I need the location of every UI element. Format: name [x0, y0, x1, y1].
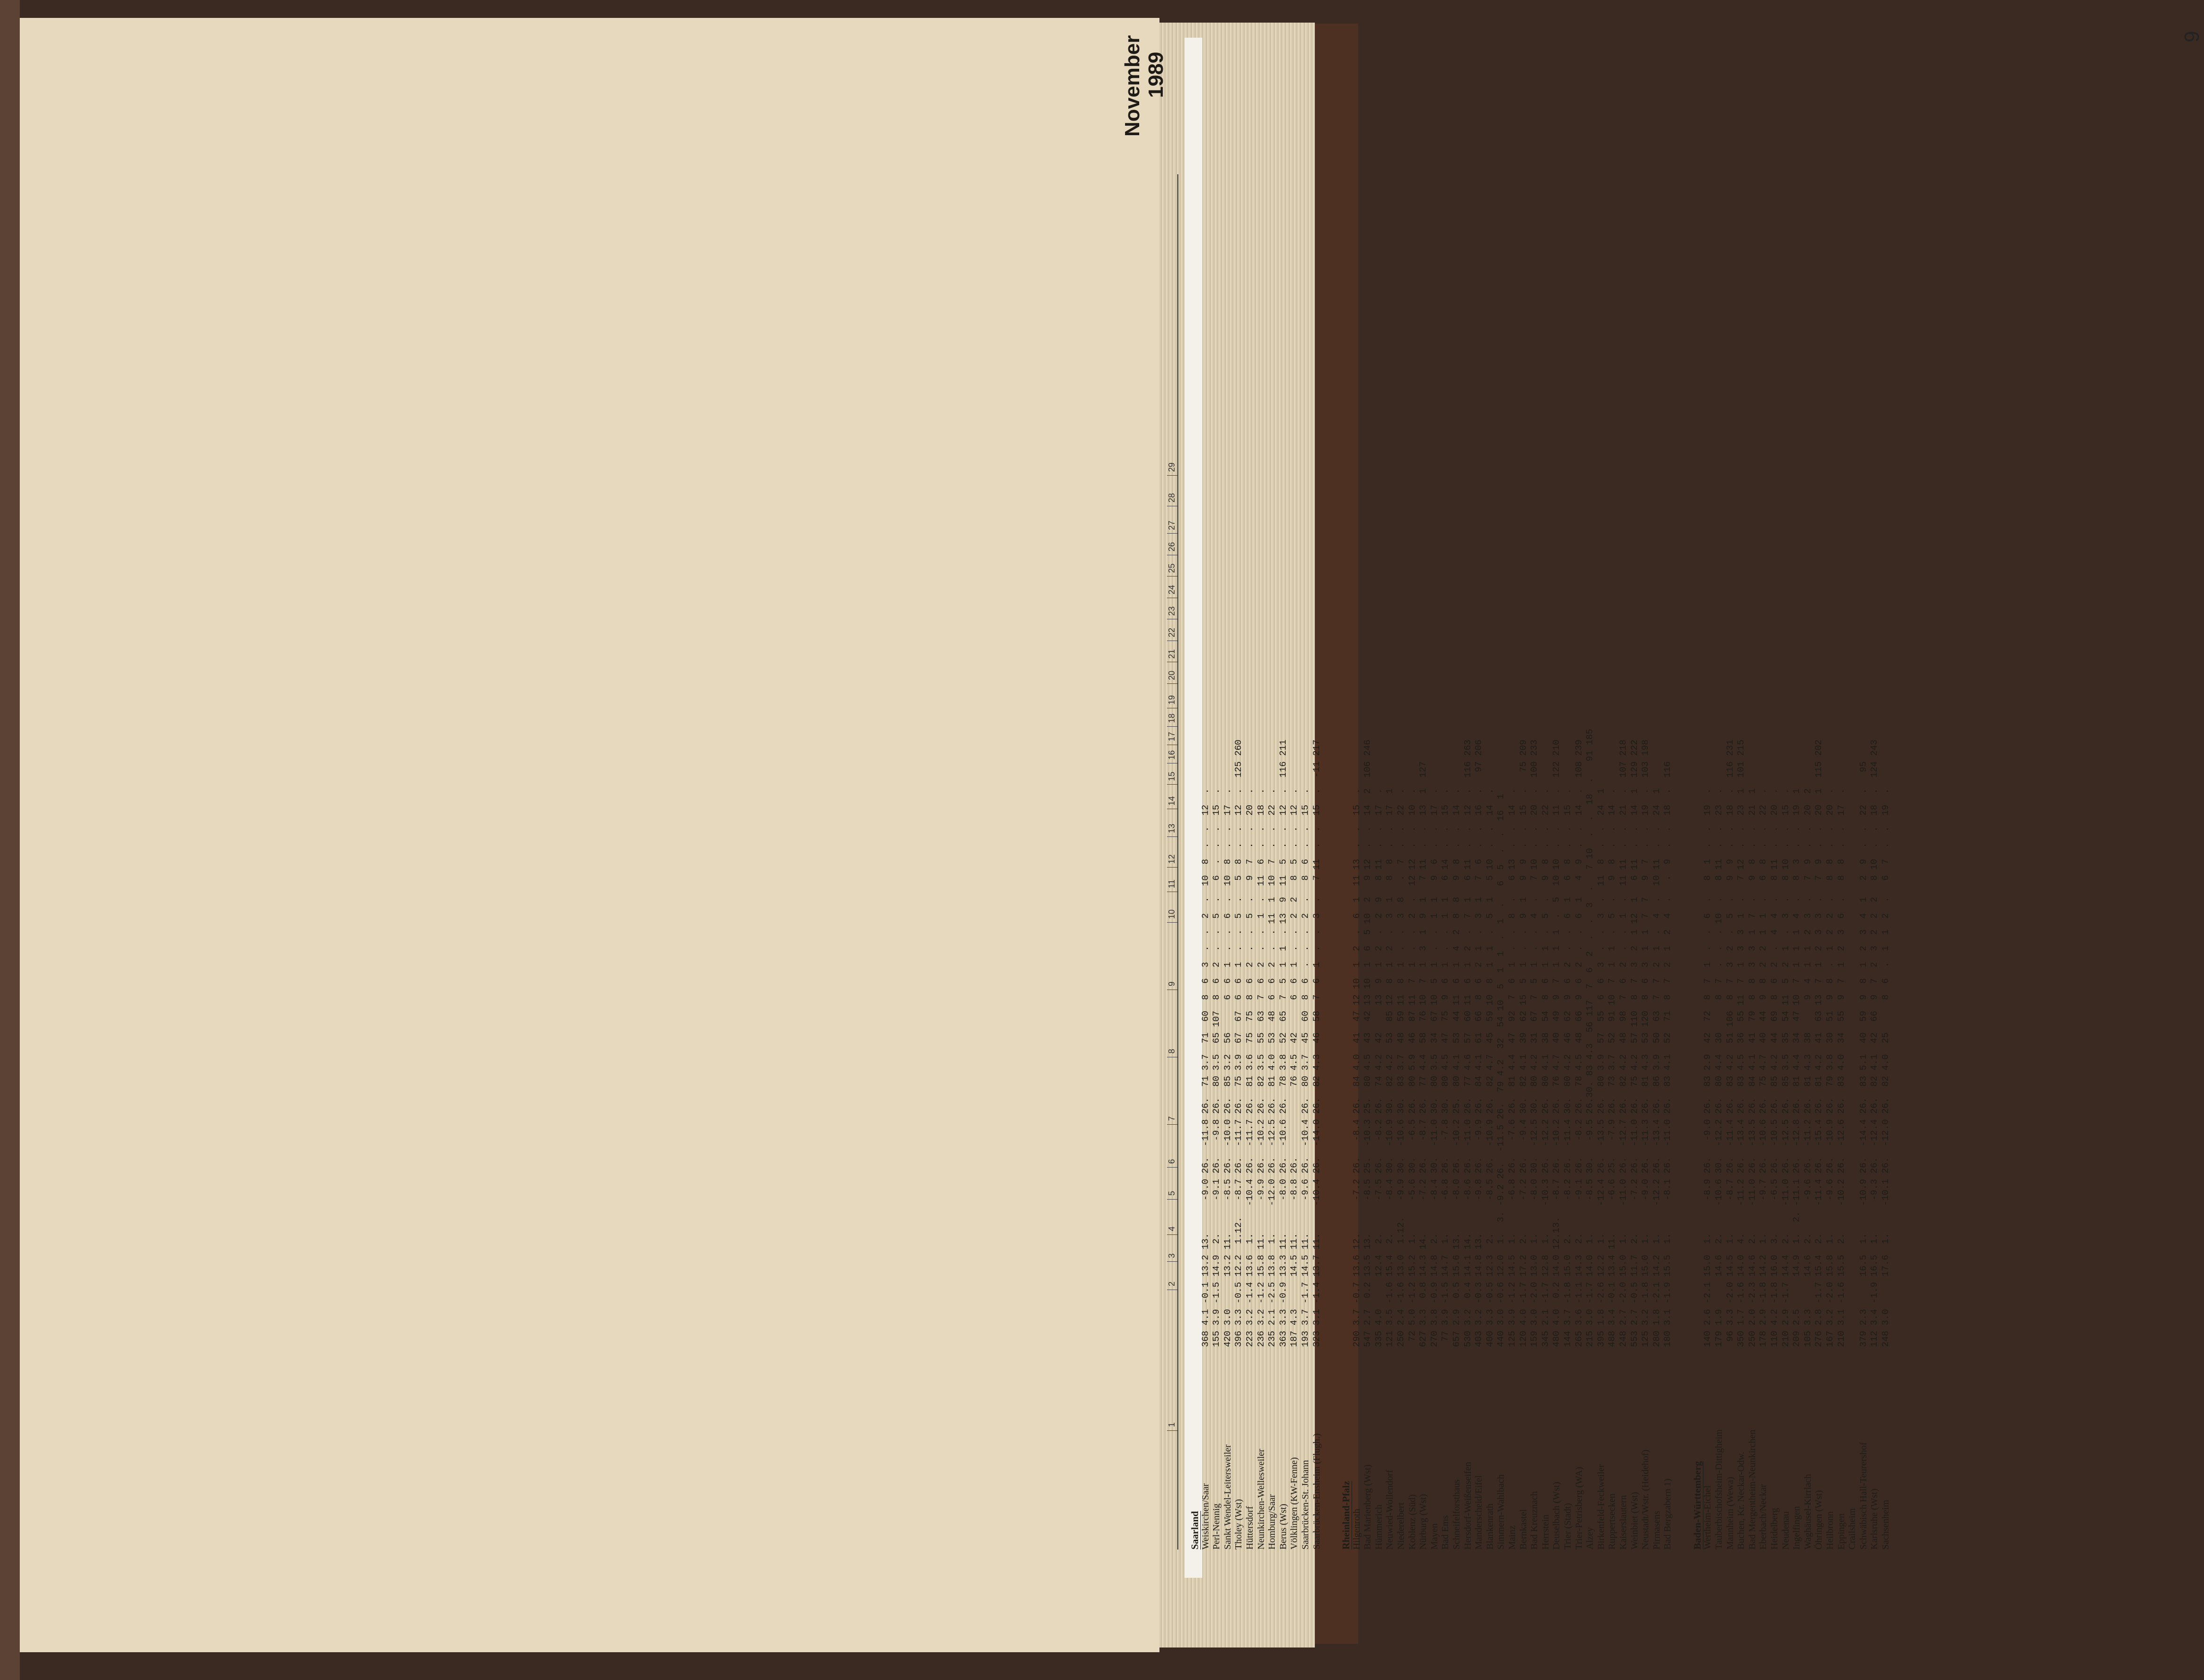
station-values: 236 3.2 -1.2 15.8 11. -9.9 26. -10.2 26. 82 3.5 55 63 7 6 2 . . 1 . 11 6 . . 18 . [1256, 750, 1266, 1347]
table-row [1278, 174, 1288, 1550]
station-name: Nürburg (Wst) [1418, 1494, 1429, 1550]
station-name: Heidelberg [1769, 1508, 1780, 1550]
station-name: Weinbiet (Wst) [1629, 1492, 1640, 1550]
station-values: 209 2.5 14.9 1. 2. -11.1 26. -12.8 26. 81 4.4 34 47 10 7 1 1 1 4 . 8 3 . . 19 1 [1791, 750, 1802, 1347]
station-name: Mainz [1507, 1525, 1517, 1550]
column-header: 14 [1167, 796, 1176, 806]
rotated-table-content [1121, 31, 2204, 1550]
table-row [1223, 174, 1233, 1550]
station-values: 105 3.3 14.6 2. -9.6 26. -11.2 26. 81 4.3 38 9 4 1 1 2 3 . 7 9 . . 20 2 [1802, 750, 1813, 1347]
station-values: 210 3.1 -1.6 15.5 2. -10.2 26. -12.6 26. 83 4.0 34 55 9 7 1 2 3 6 . 8 8 . . 17 . [1836, 750, 1847, 1347]
table-row [1858, 174, 1869, 1550]
column-header: 5 [1167, 1191, 1176, 1196]
column-header: 11 [1167, 879, 1176, 888]
column-separator [1167, 683, 1177, 684]
table-row [1847, 174, 1857, 1550]
column-header: 4 [1167, 1226, 1176, 1231]
table-row [1451, 174, 1462, 1550]
table-row [1825, 174, 1835, 1550]
station-values: 323 3.1 -1.4 13.7 11. -10.4 26. -14.0 26. 82 4.3 46 58 7 6 1 . . 3 . 7 11 . . 15 . -11 217 [1311, 739, 1322, 1347]
table-row [1574, 174, 1584, 1550]
table-row [1463, 174, 1473, 1550]
station-name: Eberbach/Neckar [1758, 1484, 1769, 1550]
station-values: 140 2.6 -2.1 15.0 1. -8.9 26. -9.0 26. 83 2.9 42 72 8 7 1 . . 6 . 8 1 . . 19 . [1702, 750, 1713, 1347]
column-separator [1167, 662, 1177, 663]
station-values: 110 4.2 -1.8 16.0 3. -6.5 26. -10.5 26. 85 4.2 44 69 8 6 2 . 4 4 . 8 11 . . 20 . [1769, 750, 1780, 1347]
station-values: 553 2.7 -0.5 11.7 2. -7.2 26. -11.0 26. 75 4.2 57 110 8 7 3 2 1 12 1 6 11 . . 14 1 129 222 [1629, 739, 1640, 1347]
table-row [1803, 174, 1813, 1550]
station-name: Mannheim (Wewa) [1725, 1477, 1735, 1550]
column-separator [1167, 1430, 1177, 1431]
station-values: 420 3.0 13.2 11. -8.5 26. -10.0 26. 85 3.2 56 6 6 1 . . 6 . 10 8 . . 17 . [1222, 750, 1233, 1347]
station-values: 290 3.7 -0.7 13.6 12. -7.2 26. -8.4 26. 84 4.0 41 47 12 10 1 2 . 6 1 11 13 . . 15 . [1351, 750, 1362, 1347]
column-separator [1167, 836, 1177, 837]
region-name: Saarland [1189, 1511, 1200, 1550]
table-row [1474, 174, 1484, 1550]
column-separator [1167, 1167, 1177, 1168]
column-separator [1167, 1199, 1177, 1200]
station-name: Berus (Wst) [1278, 1503, 1288, 1550]
station-name: Birkenfeld-Feckweiler [1596, 1464, 1606, 1550]
station-values: 248 2.7 -2.0 15.0 1. -11.0 26. -12.7 26. 82 4.2 48 98 7 6 2 . . 1 . 11 11 . . 21 . 107 218 [1618, 739, 1629, 1347]
station-values: 167 3.2 -2.0 15.8 1. -9.6 26. -10.9 26. 79 3.8 30 51 9 8 . 1 2 2 . 8 8 . . 20 . [1824, 750, 1835, 1347]
station-values: 395 1.8 -2.6 12.2 1. -12.4 26. -13.5 26. 80 3.9 57 55 6 6 3 . . 3 . 11 8 . . 24 1 [1596, 750, 1606, 1347]
book-page [20, 18, 1159, 1652]
station-values: 250 2.4 -1.6 13.0 1.12. -9.9 30. -10.6 30. 83 3.7 48 59 11 8 1 . . 3 8 . 7 . . 22 . [1395, 750, 1406, 1347]
table-row [1585, 174, 1595, 1550]
station-name: Bad Bergzabern 1) [1662, 1478, 1673, 1550]
station-name: Völklingen (KW-Fenne) [1289, 1457, 1300, 1550]
station-name: Ruppertsecken [1607, 1493, 1618, 1550]
station-name: Bernkastel [1518, 1509, 1529, 1550]
column-header: 27 [1167, 520, 1176, 530]
station-name: Heilbronn [1824, 1511, 1835, 1550]
region-heading [1692, 174, 1702, 1550]
column-header: 15 [1167, 771, 1176, 781]
station-values: 488 3.4 -0.1 13.4 11. -6.6 25. -7.9 26. 73 3.7 52 91 10 7 1 1 . 5 . 9 8 . . 14 . [1607, 750, 1618, 1347]
table-row [1289, 174, 1299, 1550]
region-heading [1189, 174, 1199, 1550]
column-header: 16 [1167, 750, 1176, 760]
table-row [1312, 174, 1322, 1550]
table-row [1781, 174, 1791, 1550]
table-row [1256, 174, 1266, 1550]
table-row [1836, 174, 1847, 1550]
table-row [1640, 174, 1651, 1550]
station-values: 276 2.8 -1.7 15.4 2. -11.4 26. -15.4 26. 81 4.2 41 63 13 7 1 2 3 3 . 7 9 . . 20 1 115 202 [1814, 739, 1824, 1347]
table-row [1869, 174, 1880, 1550]
station-name: Crailsheim [1847, 1508, 1858, 1550]
table-row [1725, 174, 1735, 1550]
table-row [1540, 174, 1551, 1550]
table-row [1496, 174, 1506, 1550]
station-values: 178 2.9 -1.8 14.2 1. -9.7 26. -10.6 26. 75 4.7 40 44 9 8 2 2 1 1 . 6 8 . . 22 . [1758, 750, 1769, 1347]
station-values: 120 4.0 -1.7 17.2 2. -7.2 26. -9.4 30. 82 4.1 39 62 15 5 1 . . 9 1 9 9 . . 15 . 75 209 [1518, 739, 1529, 1347]
station-name: Simmern-Wahlbach [1496, 1474, 1507, 1550]
column-separator [1167, 1234, 1177, 1235]
station-name: Hümmerich [1373, 1504, 1384, 1550]
station-name: Blankenrath [1484, 1503, 1495, 1550]
station-name: Mayen [1429, 1523, 1440, 1550]
station-name: Buchen, Kr. Neckar-Odw. [1736, 1452, 1747, 1550]
column-header: 6 [1167, 1159, 1176, 1164]
table-row [1702, 174, 1713, 1550]
table-row [1418, 174, 1428, 1550]
station-values: 280 1.8 -2.1 14.2 1. -12.2 26. -13.4 26. 86 3.9 50 63 7 7 2 1 . 4 . 10 11 . . 24 1 [1651, 750, 1662, 1347]
station-name: Hüttersdorf [1245, 1506, 1255, 1550]
column-separator [1167, 867, 1177, 868]
table-row [1245, 174, 1255, 1550]
station-name: Tauberbischofsheim-Dittigheim [1713, 1429, 1724, 1550]
table-row [1267, 174, 1277, 1550]
region-heading [1340, 174, 1351, 1550]
table-row [1596, 174, 1606, 1550]
station-values: 112 3.4 -1.9 16.5 1. -9.3 26. -12.4 26. 82 4.1 42 66 9 7 2 3 2 2 2 8 10 . . 18 . 124 243 [1869, 739, 1880, 1347]
column-header: 17 [1167, 731, 1176, 741]
station-name: Herrstein [1540, 1514, 1551, 1550]
page-number: 9 [2180, 31, 2204, 42]
table-row [1629, 174, 1640, 1550]
station-values: 187 4.3 14.5 11. -8.8 26. 76 4.5 42 6 6 1 . . 2 2 8 5 . . 12 . [1289, 750, 1300, 1347]
table-row [1200, 174, 1211, 1550]
station-values: 179 1.9 14.6 2. -10.6 30. -12.2 26. 80 4.4 30 8 7 . . . 10 . 8 11 . . 23 . [1713, 750, 1724, 1347]
region-name: Baden-Württemberg [1691, 1461, 1703, 1550]
station-name: Eppingen [1836, 1513, 1847, 1550]
table-row [1374, 174, 1384, 1550]
station-name: Sachsenheim [1880, 1500, 1891, 1550]
station-name: Waghäusel-Kirrlach [1802, 1474, 1813, 1550]
station-name: Koblenz (Süd) [1407, 1494, 1418, 1550]
station-name: Sankt Wendel-Leitersweiler [1222, 1445, 1233, 1550]
column-separator [1167, 922, 1177, 923]
region-name: Rheinland-Pfalz [1340, 1481, 1352, 1550]
table-row [1485, 174, 1495, 1550]
station-name: Hilgenroth [1351, 1509, 1362, 1550]
table-row [1662, 174, 1673, 1550]
station-values: 72 5.0 -1.2 15.2 1. -5.6 30. -6.5 26. 80 5.9 46 87 11 7 1 . . 2 . 12 12 . . 10 . [1407, 750, 1418, 1347]
table-row [1396, 174, 1406, 1550]
station-name: Bad Mergentheim-Neunkirchen [1747, 1429, 1758, 1550]
station-name: Ingelfingen [1791, 1506, 1802, 1550]
table-row [1362, 174, 1373, 1550]
table-row [1747, 174, 1758, 1550]
station-name: Karlsruhe (Wst) [1869, 1488, 1880, 1550]
column-header: 20 [1167, 670, 1176, 680]
column-separator [1167, 619, 1177, 620]
table-row [1407, 174, 1418, 1550]
station-values: 125 3.9 -1.2 14.5 1. -6.8 26. -7.6 26. 81 4.4 47 92 7 6 1 . . 8 . 6 13 . . 14 . [1507, 750, 1517, 1347]
station-values: 547 2.7 0.2 13.5 13. -8.5 25. -10.3 25. 80 4.5 43 42 13 10 1 6 5 10 2 9 12 . . 14 2 106 246 [1362, 739, 1373, 1347]
station-name: Deuselbach (Wst) [1551, 1482, 1562, 1550]
column-header: 19 [1167, 695, 1176, 705]
station-values: 248 3.0 17.6 1. -10.1 26. -12.0 26. 82 4.0 25 8 6 . 1 1 2 . 6 7 . . 19 . [1880, 750, 1891, 1347]
station-name: Schwäbisch Hall-Teurershof [1858, 1442, 1869, 1550]
station-values: 77 3.9 -1.5 14.7 1. -6.8 26. -7.8 30. 80 4.5 47 75 9 6 1 . . 1 1 6 14 . . 15 . [1440, 750, 1451, 1347]
station-values: 193 3.7 -1.7 14.5 11. -9.6 26. -10.4 26. 80 3.7 45 60 8 6 . . . 2 . 8 6 . . 15 . [1300, 750, 1311, 1347]
station-values: 235 2.1 -2.5 13.8 1. -12.0 26. -12.5 26. 81 4.0 53 48 6 6 2 . . 11 1 10 7 . . 22 . [1267, 750, 1278, 1347]
station-values: 363 3.3 -0.9 13.3 11. -8.0 26. -10.6 26. 78 3.8 52 65 7 5 1 1 . 13 9 11 5 . . 12 . 116 211 [1278, 739, 1288, 1347]
table-row [1769, 174, 1780, 1550]
table-row [1385, 174, 1395, 1550]
station-values: 215 3.0 -1.7 14.0 1. -8.5 30. -9.5 26.30. 83 4.3 56 117 7 6 2 . . 3 . 7 10 . . 18 . 91 185 [1585, 729, 1596, 1347]
column-header: 25 [1167, 563, 1176, 573]
table-row [1429, 174, 1440, 1550]
station-name: Neudenau [1780, 1511, 1791, 1550]
column-separator [1167, 809, 1177, 810]
table-row [1563, 174, 1573, 1550]
station-values: 345 2.1 -1.7 12.8 1. -10.3 26. -12.2 26. 80 4.1 38 54 8 6 1 1 . 5 . 9 8 . . 22 . [1540, 750, 1551, 1347]
table-row [1880, 174, 1891, 1550]
column-header: 26 [1167, 542, 1176, 552]
station-values: 180 3.1 -1.9 15.5 1. -8.1 26. -11.0 26. 83 4.1 52 71 8 7 2 1 2 4 . . 9 . . 18 . 116 [1662, 739, 1673, 1347]
station-name: Perl-Nennig [1211, 1503, 1222, 1550]
station-name: Neuwied-Wollendorf [1385, 1469, 1395, 1550]
station-values [1847, 772, 1857, 1347]
station-name: Saarbrücken-St. Johann [1300, 1460, 1311, 1550]
table-row [1518, 174, 1529, 1550]
table-row [1791, 174, 1802, 1550]
station-values: 96 3.3 -2.0 14.5 1. -8.7 26. -11.4 26. 83 4.2 51 106 8 7 3 2 . 5 . 9 9 . . 18 . 116 231 [1725, 739, 1735, 1347]
station-name: Homburg/Saar [1267, 1494, 1278, 1550]
column-separator [1167, 475, 1177, 476]
column-header: 28 [1167, 493, 1176, 503]
station-values: 368 4.1 -0.1 13.2 13. -9.0 26. -11.8 26. 71 3.7 71 60 8 6 3 . . 2 . 10 8 . . 12 . [1200, 750, 1211, 1347]
column-header: 3 [1167, 1253, 1176, 1258]
station-values: 144 3.7 -1.8 15.0 2. -8.2 26. -11.4 30. 80 4.2 46 62 9 6 2 . . 6 1 6 8 . . 15 . [1562, 750, 1573, 1347]
table-row [1652, 174, 1662, 1550]
table-row [1529, 174, 1540, 1550]
station-values: 657 2.9 0.5 15.6 13. -8.0 26. -10.2 25. 80 4.1 53 44 11 6 1 4 2 8 8 9 8 . . 14 . [1451, 750, 1462, 1347]
column-header: 10 [1167, 909, 1176, 919]
station-values: 223 3.2 -1.4 13.6 1. -10.4 26. -11.7 26. 81 3.6 75 75 8 6 2 . . 5 . 9 7 . . 20 . [1245, 750, 1255, 1347]
table-row [1618, 174, 1629, 1550]
station-name: Schneifelforsthaus [1451, 1479, 1462, 1550]
station-values: 379 2.3 16.5 1. -10.9 26. -14.4 26. 83 5.1 40 59 9 8 1 2 3 4 1 2 9 . . 22 . 95 [1858, 739, 1869, 1347]
book-binding [0, 0, 20, 1680]
station-values: 125 3.2 -1.8 15.0 1. -9.0 26. -11.3 26. 81 4.3 53 120 8 6 3 1 1 7 7 9 7 . . 19 . 103 198 [1640, 739, 1651, 1347]
column-header: 18 [1167, 713, 1176, 723]
station-name: Niederelbert [1395, 1502, 1406, 1550]
table-row [1758, 174, 1768, 1550]
station-name: Saarbrücken-Ensheim (Flugh.) [1311, 1433, 1322, 1550]
column-header: 23 [1167, 606, 1176, 616]
column-header: 1 [1167, 1422, 1176, 1427]
station-name: Bad Kreuznach [1529, 1491, 1540, 1550]
station-name: Alzey [1585, 1527, 1596, 1550]
station-name: Bad Ems [1440, 1515, 1451, 1550]
page-title: November 1989 [1121, 35, 1167, 137]
station-values: 403 3.2 -0.3 14.8 13. -9.8 26. -9.9 26. 84 4.1 61 66 8 6 2 1 . 3 1 7 6 . . 16 . 97 206 [1474, 739, 1484, 1347]
station-name: Pirmasens [1651, 1510, 1662, 1550]
station-values: 250 2.0 -2.3 14.6 2. -11.0 26. -13.5 26. 84 4.1 41 79 8 8 3 3 1 7 . 9 8 . . 21 1 [1747, 750, 1758, 1347]
station-name: Trier-Petrisberg (WA) [1573, 1467, 1584, 1550]
station-values: 210 2.9 -1.7 14.4 2. -11.0 26. -12.5 26. 85 3.5 35 54 11 5 2 1 . 3 . 8 10 . . 15 . [1780, 750, 1791, 1347]
station-values: 627 3.3 0.8 14.3 14. -7.2 26. -8.7 26. 77 4.4 58 76 10 7 1 3 1 9 1 7 11 . . 13 1 127 [1418, 739, 1429, 1347]
table-row [1551, 174, 1562, 1550]
table-row [1736, 174, 1746, 1550]
column-header: 9 [1167, 981, 1176, 986]
station-values: 440 3.0 -0.6 12.0 1. 3. -9.2 26. -11.5 26. 79 4.2 32 54 10 5 1 1 . 1 . 6 5 . . 16 1 [1496, 755, 1507, 1347]
column-header: 8 [1167, 1048, 1176, 1054]
station-name: Bad Marienberg (Wst) [1362, 1464, 1373, 1550]
table-row [1440, 174, 1450, 1550]
station-name: Öhringen (Wst) [1814, 1490, 1824, 1550]
station-values: 350 1.7 -1.6 14.0 4. -11.2 26. -13.4 26. 83 4.5 36 55 11 7 1 3 3 1 . 7 12 . . 23 1 101 215 [1736, 739, 1747, 1347]
station-name: Weiskirchen/Saar [1200, 1483, 1211, 1550]
table-row [1233, 174, 1244, 1550]
column-separator [1167, 1261, 1177, 1262]
column-header-row [1167, 174, 1178, 1550]
station-values: 270 3.8 -0.9 14.8 2. -8.4 30. -11.0 30. 80 3.5 34 67 10 5 1 . . 1 1 9 6 . . 17 . [1429, 750, 1440, 1347]
station-name: Neustadt/Wstr. (Heidehof) [1640, 1449, 1651, 1550]
table-row [1714, 174, 1724, 1550]
station-name: Hersdorf-Weißenseifen [1462, 1461, 1473, 1550]
table-row [1507, 174, 1517, 1550]
station-values: 121 3.5 -1.6 15.4 2. -8.4 30. -10.9 30. 82 4.2 53 85 12 8 1 2 . 3 1 8 8 . . 17 1 [1385, 750, 1395, 1347]
column-separator [1167, 726, 1177, 727]
column-separator [1167, 1124, 1177, 1125]
column-header: 7 [1167, 1116, 1176, 1121]
table-row [1607, 174, 1617, 1550]
station-name: Manderscheid/Eifel [1474, 1475, 1484, 1550]
station-values: 159 3.0 -2.0 13.0 1. -8.0 30. -12.5 30. 80 4.2 31 67 7 5 1 . . 4 . 7 10 . . 20 . 100 233 [1529, 739, 1540, 1347]
column-header: 2 [1167, 1281, 1176, 1286]
table-row [1300, 174, 1311, 1550]
table-row [1814, 174, 1824, 1550]
station-values: 530 3.2 0.4 14.1 14. -8.6 26. -11.0 26. 77 4.6 57 60 11 6 1 2 . 7 1 6 11 . . 12 . 116 263 [1462, 739, 1473, 1347]
station-values: 396 3.3 -0.5 12.2 1.12. -8.7 26. -11.7 26. 75 3.9 67 67 6 6 1 . . 5 . 5 8 . . 12 . 125 260 [1233, 739, 1244, 1347]
column-header: 22 [1167, 627, 1176, 637]
station-values: 335 4.0 12.4 2. -7.5 26. -8.2 26. 74 4.2 42 13 9 1 2 . 2 9 8 11 . . 17 . [1373, 750, 1384, 1347]
station-values: 155 3.9 -1.5 14.9 2. -9.1 26. -9.8 26. 80 3.5 65 107 8 6 2 . . 5 . 6 . . . 15 . [1211, 750, 1222, 1347]
station-values: 265 3.6 -1.1 14.3 2. -9.1 26. -8.2 26. 78 4.5 48 66 9 6 2 . . 6 1 4 9 . . 14 . 108 239 [1573, 739, 1584, 1347]
station-values: 400 3.3 -0.5 12.3 2. -8.5 26. -10.9 26. 82 4.7 45 59 10 8 1 1 . 5 1 5 10 . . 14 . [1484, 750, 1495, 1347]
station-name: Trier (Stadt) [1562, 1503, 1573, 1550]
column-header: 29 [1167, 462, 1176, 472]
station-name: Neunkirchen-Wellesweiler [1256, 1449, 1266, 1550]
column-separator [1167, 576, 1177, 577]
station-name: Tholey (Wst) [1233, 1499, 1244, 1550]
column-header: 21 [1167, 649, 1176, 659]
station-name: Wertheim-Eichel [1702, 1485, 1713, 1550]
table-row [1211, 174, 1222, 1550]
column-header: 24 [1167, 584, 1176, 594]
column-header: 12 [1167, 854, 1176, 864]
table-row [1352, 174, 1362, 1550]
station-values: 480 4.0 0.2 14.0 12.13. -8.7 26. -10.2 26. 76 4.7 40 49 9 7 1 1 1 . 5 10 10 . . 11 . 122 210 [1551, 739, 1562, 1347]
station-name: Kaiserslautern [1618, 1495, 1629, 1550]
column-header: 13 [1167, 823, 1176, 833]
